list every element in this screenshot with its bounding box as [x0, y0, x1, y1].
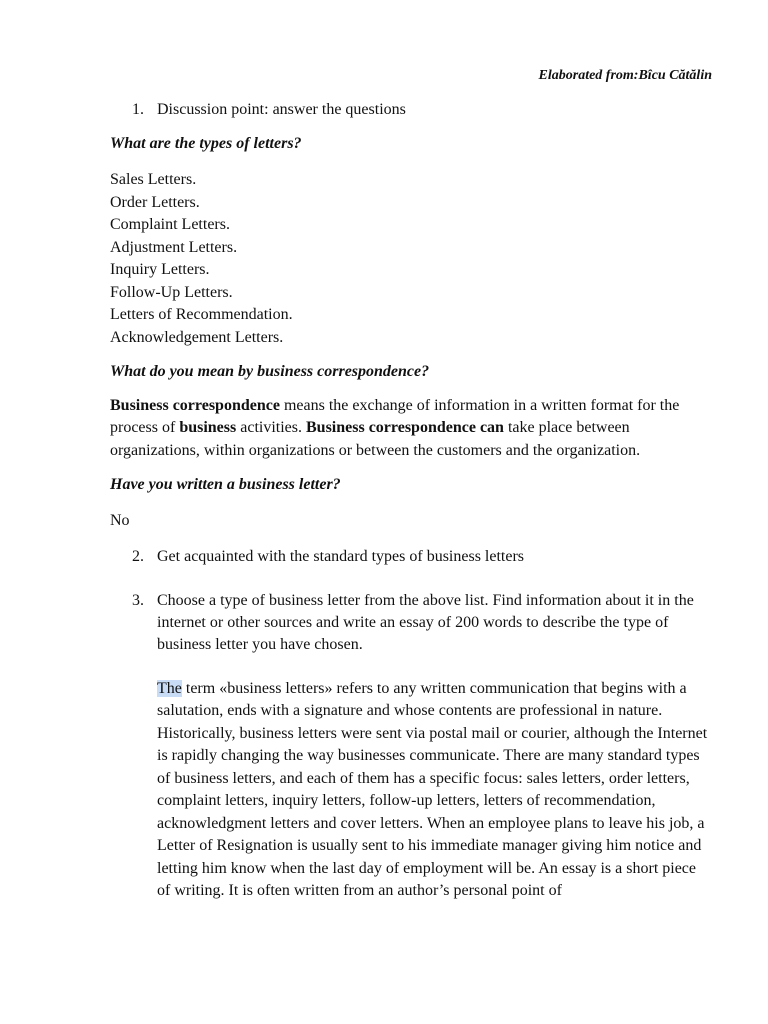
question-written-business-letter: Have you written a business letter? — [110, 475, 341, 493]
list-item: Acknowledgement Letters. — [110, 328, 284, 346]
bold-term: Business correspondence — [110, 397, 280, 414]
document-body — [110, 99, 710, 903]
essay-text — [157, 678, 710, 903]
list-item: Complaint Letters. — [110, 216, 230, 233]
answer-text: activities. — [236, 419, 306, 437]
letter-types-list — [110, 169, 710, 349]
section-2-number: 2. — [132, 547, 144, 565]
list-item: Letters of Recommendation. — [110, 306, 293, 323]
section-1-title: Discussion point: answer the questions — [157, 101, 406, 118]
answer-text: take place between organizations, within organizations or between the customers and the organization. — [110, 419, 641, 459]
list-item: Sales Letters. — [110, 171, 197, 188]
answer-business-correspondence — [110, 395, 710, 462]
section-3-title: Choose a type of business letter from the above list. Find information about it in the internet or other sources and write an essay of 200 words to describe the type of business letter you have chosen. — [157, 591, 694, 653]
answer-text: means the exchange of information in a written format for the process of — [110, 397, 680, 437]
list-item: Order Letters. — [110, 193, 200, 211]
section-1-number: 1. — [132, 101, 144, 118]
bold-term: business — [179, 419, 237, 437]
list-item: Inquiry Letters. — [110, 261, 210, 278]
section-1 — [110, 99, 710, 121]
question-business-correspondence: What do you mean by business correspondence? — [110, 363, 430, 380]
section-3 — [110, 590, 710, 656]
list-item: Adjustment Letters. — [110, 238, 238, 256]
question-types-of-letters: What are the types of letters? — [110, 135, 302, 152]
list-item: Follow-Up Letters. — [110, 283, 233, 301]
essay-body: term «business letters» refers to any written communication that begins with a salutation, ends with a signature and whose contents are professional in nature. Historically, business letters were sent via postal mail or courier, although the Internet is rapidly changing the way businesses communicate. There are many standard types of business letters, and each of them has a specific focus: sales letters, order letters, complaint letters, inquiry letters, follow-up letters, letters of recommendation, acknowledgment letters and cover letters. When an employee plans to leave his job, a Letter of Resignation is usually sent to his immediate manager giving him notice and letting him know when the last day of employment will be. An essay is a short piece of writing. It is often written from an author’s personal point of — [157, 679, 708, 900]
section-2-title: Get acquainted with the standard types of business letters — [157, 547, 525, 565]
author-credit: Elaborated from:Bîcu Cătălin — [538, 68, 712, 83]
section-2 — [110, 546, 710, 568]
bold-term: Business correspondence can — [306, 419, 504, 437]
section-3-number: 3. — [132, 591, 144, 609]
selected-word[interactable]: The — [157, 679, 182, 697]
answer-written-business-letter: No — [110, 511, 130, 529]
